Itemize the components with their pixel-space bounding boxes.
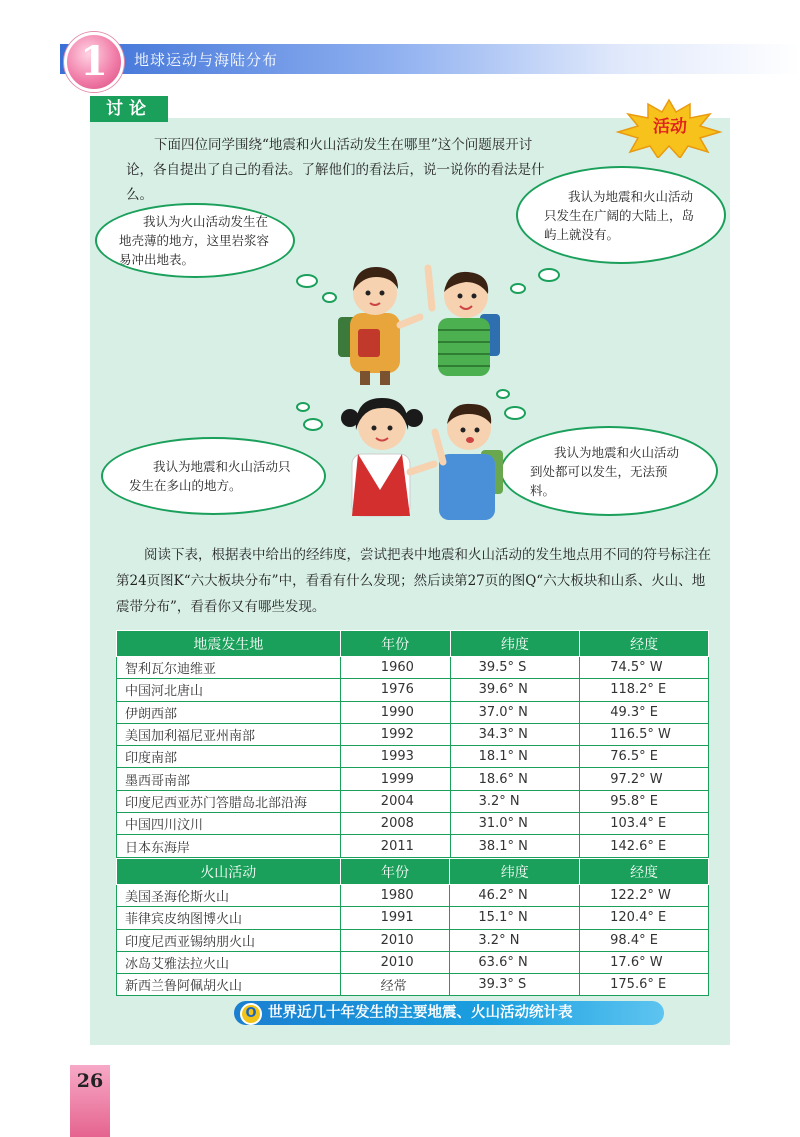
earthquake-cell-latitude: 37.0° N <box>450 701 580 723</box>
volcano-row <box>117 907 709 929</box>
volcano-cell-year: 2010 <box>340 951 450 973</box>
volcano-cell-year: 2010 <box>340 929 450 951</box>
bubble-dot <box>296 402 310 412</box>
volcano-cell-longitude: 17.6° W <box>580 951 709 973</box>
volcano-cell-latitude: 63.6° N <box>450 951 580 973</box>
chapter-number-badge: 1 <box>64 32 124 92</box>
boy-thinking-illustration <box>425 392 515 527</box>
earthquake-cell-location: 智利瓦尔迪维亚 <box>117 657 341 679</box>
earthquake-row <box>117 768 709 790</box>
vol-header-year: 年份 <box>340 859 450 885</box>
earthquake-row <box>117 701 709 723</box>
earthquake-cell-latitude: 39.5° S <box>450 657 580 679</box>
reading-instructions: 阅读下表，根据表中给出的经纬度，尝试把表中地震和火山活动的发生地点用不同的符号标注在第24页图K“六大板块分布”中，看看有什么发现；然后读第27页的图Q“六大板块和山系、火山、地震带分布”，看看你又有哪些发现。 <box>116 547 711 615</box>
volcano-table-body <box>117 885 709 996</box>
volcano-cell-year: 经常 <box>340 974 450 996</box>
earthquake-cell-year: 2004 <box>340 790 450 812</box>
earthquake-row <box>117 746 709 768</box>
intro-paragraph: 下面四位同学围绕“地震和火山活动发生在哪里”这个问题展开讨论，各自提出了自己的看法。了解他们的看法后，说一说你的看法是什么。 <box>126 137 545 203</box>
volcano-cell-location: 菲律宾皮纳图博火山 <box>117 907 341 929</box>
volcano-cell-location: 美国圣海伦斯火山 <box>117 885 341 907</box>
bubble-dot <box>510 283 526 294</box>
volcano-cell-longitude: 122.2° W <box>580 885 709 907</box>
earthquake-cell-latitude: 38.1° N <box>450 835 580 857</box>
earthquake-row <box>117 835 709 857</box>
volcano-cell-location: 冰岛艾雅法拉火山 <box>117 951 341 973</box>
volcano-cell-location: 新西兰鲁阿佩胡火山 <box>117 974 341 996</box>
earthquake-row <box>117 723 709 745</box>
volcano-cell-latitude: 15.1° N <box>450 907 580 929</box>
bubble-dot <box>303 418 323 431</box>
earthquake-cell-longitude: 97.2° W <box>580 768 709 790</box>
earthquake-row <box>117 657 709 679</box>
vol-header-longitude: 经度 <box>580 859 709 885</box>
earthquake-cell-longitude: 95.8° E <box>580 790 709 812</box>
eq-header-location: 地震发生地 <box>117 631 341 657</box>
earthquake-cell-latitude: 3.2° N <box>450 790 580 812</box>
earthquake-cell-year: 1960 <box>340 657 450 679</box>
volcano-cell-latitude: 39.3° S <box>450 974 580 996</box>
earthquake-cell-longitude: 76.5° E <box>580 746 709 768</box>
volcano-row <box>117 951 709 973</box>
volcano-cell-year: 1980 <box>340 885 450 907</box>
earthquake-cell-location: 日本东海岸 <box>117 835 341 857</box>
bubble-text-bottom-left: 我认为地震和火山活动只发生在多山的地方。 <box>129 459 291 493</box>
volcano-row <box>117 929 709 951</box>
earthquake-row <box>117 813 709 835</box>
volcano-cell-latitude: 46.2° N <box>450 885 580 907</box>
volcano-cell-longitude: 120.4° E <box>580 907 709 929</box>
earthquake-table <box>116 630 709 858</box>
earthquake-cell-latitude: 31.0° N <box>450 813 580 835</box>
section-tab-discussion: 讨论 <box>90 96 168 122</box>
table-caption <box>234 1001 664 1025</box>
earthquake-cell-longitude: 118.2° E <box>580 679 709 701</box>
chapter-title: 地球运动与海陆分布 <box>134 51 279 69</box>
earthquake-cell-location: 墨西哥南部 <box>117 768 341 790</box>
earthquake-cell-longitude: 49.3° E <box>580 701 709 723</box>
thought-bubble-bottom-left <box>101 437 326 515</box>
volcano-cell-year: 1991 <box>340 907 450 929</box>
earthquake-cell-latitude: 39.6° N <box>450 679 580 701</box>
earthquake-cell-longitude: 103.4° E <box>580 813 709 835</box>
earthquake-cell-latitude: 18.6° N <box>450 768 580 790</box>
page-number: 26 <box>76 1070 104 1092</box>
earthquake-cell-year: 1976 <box>340 679 450 701</box>
caption-badge: O <box>240 1003 262 1025</box>
earthquake-row <box>117 790 709 812</box>
volcano-cell-longitude: 175.6° E <box>580 974 709 996</box>
earthquake-cell-location: 中国河北唐山 <box>117 679 341 701</box>
earthquake-table-body <box>117 657 709 858</box>
eq-header-longitude: 经度 <box>580 631 709 657</box>
thought-bubble-bottom-right <box>500 426 718 516</box>
thought-bubble-top-right <box>516 166 726 264</box>
girl-with-book-illustration <box>320 255 430 385</box>
earthquake-cell-location: 印度南部 <box>117 746 341 768</box>
bubble-text-bottom-right: 我认为地震和火山活动到处都可以发生，无法预料。 <box>530 444 680 498</box>
earthquake-cell-latitude: 34.3° N <box>450 723 580 745</box>
volcano-row <box>117 885 709 907</box>
bubble-text-top-left: 我认为火山活动发生在地壳薄的地方，这里岩浆容易冲出地表。 <box>119 214 270 267</box>
earthquake-cell-year: 1990 <box>340 701 450 723</box>
caption-text: 世界近几十年发生的主要地震、火山活动统计表 <box>268 1005 573 1021</box>
earthquake-cell-longitude: 116.5° W <box>580 723 709 745</box>
earthquake-cell-longitude: 74.5° W <box>580 657 709 679</box>
boy-pointing-up-illustration <box>420 262 510 387</box>
volcano-table <box>116 858 709 996</box>
volcano-cell-longitude: 98.4° E <box>580 929 709 951</box>
eq-header-year: 年份 <box>340 631 450 657</box>
eq-header-latitude: 纬度 <box>450 631 580 657</box>
earthquake-cell-location: 中国四川汶川 <box>117 813 341 835</box>
activity-label: 活动 <box>653 117 687 137</box>
bubble-text-top-right: 我认为地震和火山活动只发生在广阔的大陆上，岛屿上就没有。 <box>544 188 695 242</box>
earthquake-cell-year: 1999 <box>340 768 450 790</box>
volcano-cell-location: 印度尼西亚锡纳朋火山 <box>117 929 341 951</box>
earthquake-cell-year: 2011 <box>340 835 450 857</box>
earthquake-cell-location: 美国加利福尼亚州南部 <box>117 723 341 745</box>
earthquake-cell-year: 1992 <box>340 723 450 745</box>
volcano-row <box>117 974 709 996</box>
earthquake-cell-latitude: 18.1° N <box>450 746 580 768</box>
earthquake-cell-location: 伊朗西部 <box>117 701 341 723</box>
girl-in-red-vest-illustration <box>330 390 440 525</box>
earthquake-cell-longitude: 142.6° E <box>580 835 709 857</box>
earthquake-row <box>117 679 709 701</box>
bubble-dot <box>296 274 318 288</box>
vol-header-latitude: 纬度 <box>450 859 580 885</box>
bubble-dot <box>538 268 560 282</box>
earthquake-cell-year: 2008 <box>340 813 450 835</box>
vol-header-name: 火山活动 <box>117 859 341 885</box>
thought-bubble-top-left <box>95 203 295 278</box>
earthquake-cell-year: 1993 <box>340 746 450 768</box>
earthquake-cell-location: 印度尼西亚苏门答腊岛北部沿海 <box>117 790 341 812</box>
volcano-cell-latitude: 3.2° N <box>450 929 580 951</box>
